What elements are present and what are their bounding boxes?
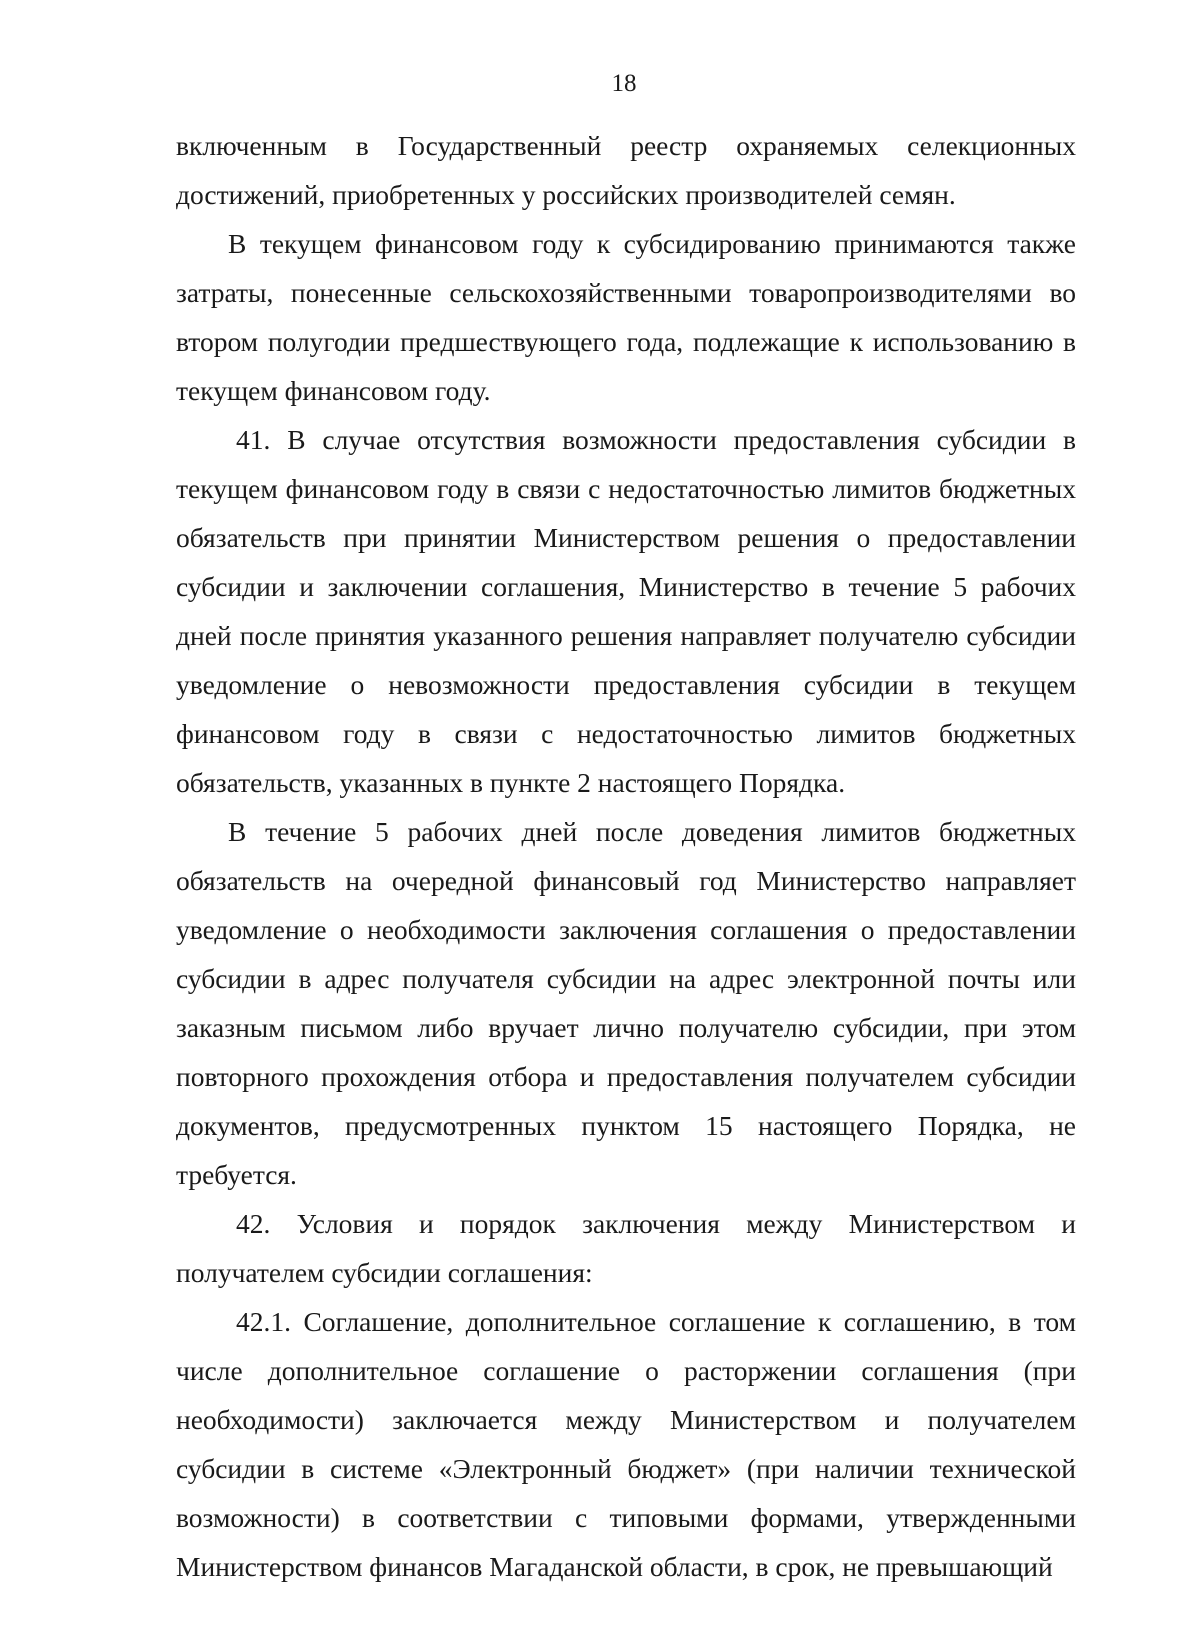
paragraph-notification: В течение 5 рабочих дней после доведения лимитов бюджетных обязательств на очередной финансовый год Министерство направляет уведомление о необходимости заключения соглашения о предоставлении субсидии в адрес получателя субсидии на адрес электронной почты или заказным письмом либо вручает лично получателю субсидии, при этом повторного прохождения отбора и предоставления получателем субсидии документов, предусмотренных пунктом 15 настоящего Порядка, не требуется. [176, 816, 1076, 1190]
paragraph-item-42: 42. Условия и порядок заключения между Министерством и получателем субсидии соглашения: [176, 1208, 1076, 1288]
paragraph-item-41: 41. В случае отсутствия возможности предоставления субсидии в текущем финансовом году в связи с недостаточностью лимитов бюджетных обязательств при принятии Министерством решения о предоставлении субсидии и заключении соглашения, Министерство в течение 5 рабочих дней после принятия указанного решения направляет получателю субсидии уведомление о невозможности предоставления субсидии в текущем финансовом году в связи с недостаточностью лимитов бюджетных обязательств, указанных в пункте 2 настоящего Порядка. [176, 424, 1076, 798]
paragraph-continuation: включенным в Государственный реестр охраняемых селекционных достижений, приобретенных у российских производителей семян. [176, 130, 1076, 210]
page-number: 18 [611, 70, 637, 97]
document-body [176, 121, 1076, 1591]
paragraph-current-year-costs: В текущем финансовом году к субсидированию принимаются также затраты, понесенные сельскохозяйственными товаропроизводителями во втором полугодии предшествующего года, подлежащие к использованию в текущем финансовом году. [176, 228, 1076, 406]
paragraph-item-42-1: 42.1. Соглашение, дополнительное соглашение к соглашению, в том числе дополнительное соглашение о расторжении соглашения (при необходимости) заключается между Министерством и получателем субсидии в системе «Электронный бюджет» (при наличии технической возможности) в соответствии с типовыми формами, утвержденными Министерством финансов Магаданской области, в срок, не превышающий [176, 1306, 1076, 1582]
